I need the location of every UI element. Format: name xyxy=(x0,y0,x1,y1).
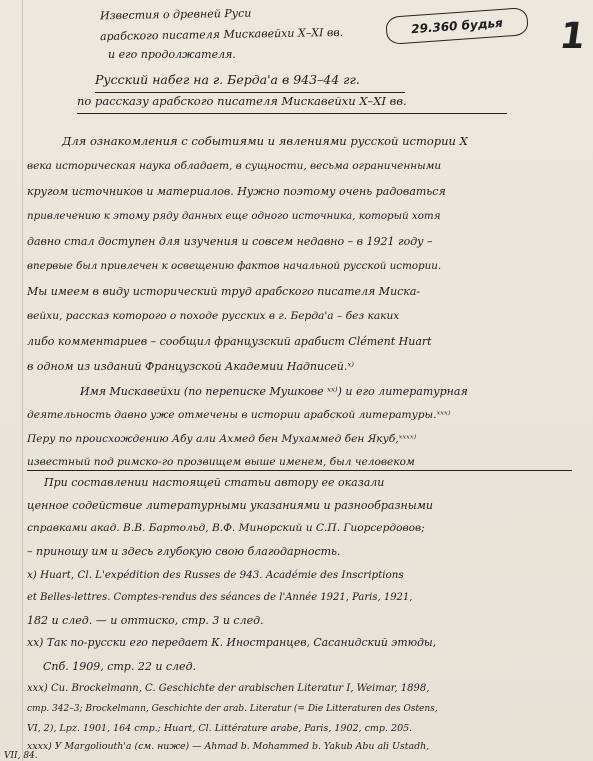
body-line-5: давно стал доступен для изучения и совсем недавно – в 1921 году – xyxy=(27,235,433,248)
footnote-line-5: Спб. 1909, стр. 22 и след. xyxy=(43,660,197,673)
title-underline-2 xyxy=(77,113,507,114)
note-line-1: При составлении настоящей статьи автору ее оказали xyxy=(44,476,385,489)
footnote-line-7: стр. 342–3; Brockelmann, Geschichte der arab. Literatur (= Die Litteraturen des Ostens, xyxy=(27,704,438,714)
note-line-3: справками акад. В.В. Бартольд, В.Ф. Минорский и С.П. Гиорсердовов; xyxy=(27,522,425,534)
body-line-12: деятельность давно уже отмечены в истории арабской литературы.ˣˣˣ⁾ xyxy=(27,409,451,421)
body-line-6: впервые был привлечен к освещению фактов начальной русской истории. xyxy=(27,260,442,272)
body-line-3: кругом источников и материалов. Нужно поэтому очень радоваться xyxy=(27,185,446,198)
footnote-line-1: x) Huart, Cl. L'expédition des Russes de 943. Académie des Inscriptions xyxy=(27,569,404,581)
note-line-4: – приношу им и здесь глубокую свою благодарность. xyxy=(27,545,341,558)
footnote-line-10: VII, 84. xyxy=(4,751,38,761)
body-line-13: Перу по происхождению Абу али Ахмед бен Мухаммед бен Якуб,ˣˣˣˣ⁾ xyxy=(27,433,417,445)
title-underline-1 xyxy=(95,92,405,93)
page-number: 1 xyxy=(557,16,588,57)
body-line-10: в одном из изданий Французской Академии Надписей.ˣ⁾ xyxy=(27,360,354,373)
footnote-line-3: 182 и след. — и оттиско, стр. 3 и след. xyxy=(27,614,264,627)
body-line-7: Мы имеем в виду исторический труд арабского писателя Миска- xyxy=(27,285,421,298)
header-line-2: арабского писателя Мискавейхи X–XI вв. xyxy=(99,25,344,44)
header-line-3: и его продолжателя. xyxy=(108,48,236,61)
body-line-11: Имя Мискавейхи (по переписке Мушкове ˣˣ⁾) и его литературная xyxy=(80,385,468,398)
note-line-2: ценное содействие литературными указаниями и разнообразными xyxy=(27,499,433,512)
margin-rule xyxy=(22,0,23,761)
footnote-line-2: et Belles-lettres. Comptes-rendus des séances de l'Année 1921, Paris, 1921, xyxy=(27,592,413,603)
header-line-1: Известия о древней Руси xyxy=(99,6,252,23)
body-line-14: известный под римско-го прозвищем выше именем, был человеком xyxy=(27,456,415,468)
body-line-9: либо комментариев – сообщил французский арабист Clément Huart xyxy=(27,335,432,348)
footnote-line-8: VI, 2), Lpz. 1901, 164 стр.; Huart, Cl. Littérature arabe, Paris, 1902, стр. 205. xyxy=(27,723,413,734)
body-line-2: века историческая наука обладает, в сущности, весьма ограниченными xyxy=(27,160,442,172)
footnote-line-4: xx) Так по-русски его передает К. Иностранцев, Сасанидский этюды, xyxy=(27,636,437,649)
footnote-line-6: xxx) Cu. Brockelmann, C. Geschichte der arabischen Literatur I, Weimar, 1898, xyxy=(27,683,430,694)
title-line-1: Русский набег на г. Берда'а в 943–44 гг. xyxy=(95,72,360,87)
body-line-1: Для ознакомления с событиями и явлениями русской истории X xyxy=(62,134,468,148)
footnote-line-9: xxxx) У Margoliouth'а (см. ниже) — Ahmad b. Mohammed b. Yakub Abu ali Ustadh, xyxy=(27,741,430,752)
body-line-8: вейхи, рассказ которого о походе русских в г. Берда'а – без каких xyxy=(27,310,400,322)
archive-stamp: 29.360 будья xyxy=(385,7,529,45)
section-rule xyxy=(27,470,572,471)
body-line-4: привлечению к этому ряду данных еще одного источника, который хотя xyxy=(27,210,441,222)
title-line-2: по рассказу арабского писателя Мискавейхи X–XI вв. xyxy=(77,94,407,108)
